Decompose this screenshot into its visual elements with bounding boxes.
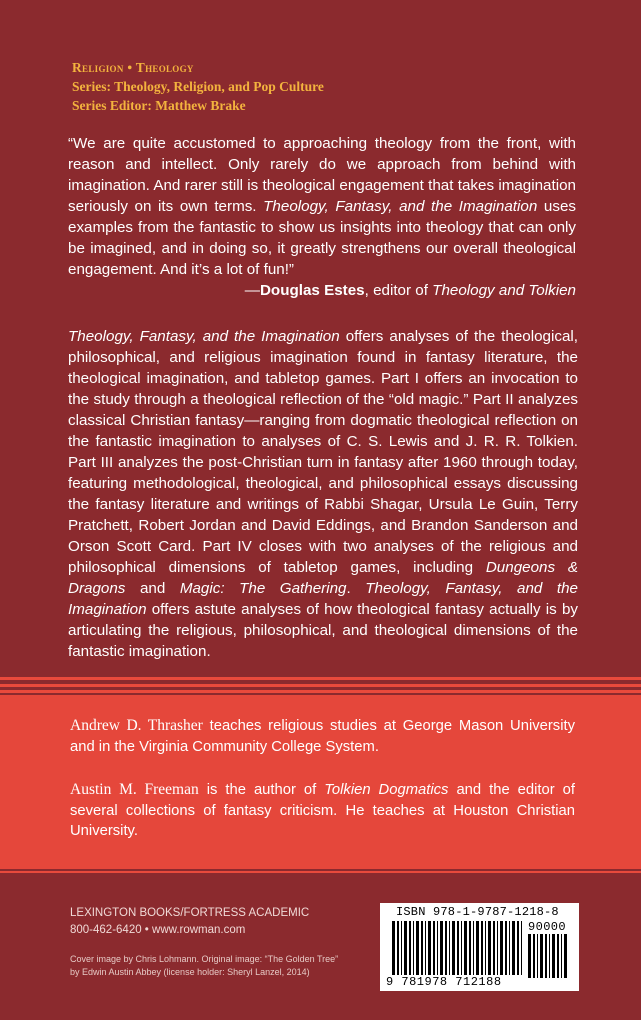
- barcode-bar: [397, 921, 399, 975]
- barcode-bar: [533, 934, 535, 978]
- author-1-name: Andrew D. Thrasher: [70, 717, 203, 734]
- price-addon: [528, 920, 570, 982]
- author-1-text: teaches religious studies at George Mason University and in the Virginia Community College System.: [70, 718, 575, 755]
- barcode-bar: [464, 921, 467, 975]
- publisher-contact: 800-462-6420 • www.rowman.com: [70, 924, 246, 936]
- endorsement-quote: [68, 133, 576, 301]
- addon-bars: [528, 934, 570, 978]
- quote-attribution: [68, 280, 576, 301]
- barcode-bar: [473, 921, 474, 975]
- barcode-bar: [521, 921, 522, 975]
- publisher-name: LEXINGTON BOOKS/FORTRESS ACADEMIC: [70, 907, 310, 919]
- barcode-bar: [540, 934, 543, 978]
- barcode-bar: [413, 921, 414, 975]
- barcode-bar: [404, 921, 407, 975]
- barcode-bar: [545, 934, 547, 978]
- author-bio-2: [70, 780, 575, 842]
- barcode-bar: [557, 934, 559, 978]
- barcode-bar: [481, 921, 483, 975]
- isbn-barcode: [380, 903, 579, 991]
- attribution-name: Douglas Estes: [259, 282, 365, 299]
- author-2-book: Tolkien Dogmatics: [324, 782, 449, 798]
- barcode-bar: [517, 921, 519, 975]
- series-editor-label: Series Editor: Matthew Brake: [72, 98, 246, 113]
- divider-stripe: [0, 871, 641, 873]
- attribution-book: Theology and Tolkien: [432, 282, 576, 299]
- barcode-bar: [461, 921, 462, 975]
- barcode-bar: [428, 921, 431, 975]
- barcode-bar: [509, 921, 510, 975]
- divider-stripe: [0, 684, 641, 687]
- barcode-bar: [564, 934, 567, 978]
- credits-line-1: Cover image by Chris Lohmann. Original image: “The Golden Tree”: [70, 954, 339, 964]
- barcode-bar: [561, 934, 562, 978]
- author-2-text-a: is the author of: [198, 782, 325, 798]
- quote-text-a: “We are quite accustomed to approaching theology from the front, with reason and intellect. Only rarely do we approach from behind with imagination. And rarer still is theological engagement that takes imagination seriously on its own terms.: [68, 135, 576, 215]
- addon-code: 90000: [528, 920, 567, 934]
- barcode-bar: [457, 921, 459, 975]
- barcode-bar: [500, 921, 503, 975]
- barcode-digits: 9 781978 712188: [386, 975, 502, 989]
- series-label: Series: Theology, Religion, and Pop Culture: [72, 79, 324, 94]
- barcode-bar: [549, 934, 550, 978]
- barcode-bar: [401, 921, 402, 975]
- divider-stripe: [0, 677, 641, 680]
- barcode-bar: [437, 921, 438, 975]
- barcode-bar: [505, 921, 507, 975]
- isbn-number: ISBN 978-1-9787-1218-8: [396, 905, 559, 919]
- barcode-bar: [485, 921, 486, 975]
- barcode-bar: [552, 934, 555, 978]
- credits-line-2: by Edwin Austin Abbey (license holder: Sheryl Lanzel, 2014): [70, 967, 310, 977]
- barcode-bar: [425, 921, 426, 975]
- barcode-bar: [488, 921, 491, 975]
- book-description: [68, 326, 578, 662]
- author-2-text-b: and the editor of several collections of fantasy criticism. He teaches at Houston Christian University.: [70, 782, 576, 839]
- barcode-bar: [476, 921, 479, 975]
- barcode-bar: [440, 921, 443, 975]
- barcode-bar: [449, 921, 450, 975]
- barcode-bar: [493, 921, 495, 975]
- desc-game-1: Dungeons & Dragons: [68, 559, 579, 597]
- barcode-bars: [392, 921, 524, 975]
- author-bio-1: [70, 716, 575, 757]
- barcode-bar: [433, 921, 435, 975]
- desc-and: and: [125, 580, 180, 597]
- desc-book-title-2: Theology, Fantasy, and the Imagination: [68, 580, 579, 618]
- quote-book-title: Theology, Fantasy, and the Imagination: [263, 198, 538, 215]
- barcode-bar: [537, 934, 538, 978]
- series-header: [72, 58, 324, 115]
- barcode-bar: [416, 921, 419, 975]
- desc-text-b: offers astute analyses of how theological fantasy actually is by articulating the religious, philosophical, and theological dimensions of the fantastic imagination.: [68, 601, 578, 660]
- attribution-dash: —: [244, 282, 260, 299]
- author-2-name: Austin M. Freeman: [70, 781, 199, 798]
- desc-book-title: Theology, Fantasy, and the Imagination: [68, 328, 340, 345]
- category-label: Religion • Theology: [72, 60, 194, 75]
- barcode-bar: [497, 921, 498, 975]
- publisher-info: [70, 905, 309, 939]
- barcode-bar: [392, 921, 395, 975]
- barcode-bar: [452, 921, 455, 975]
- attribution-role: , editor of: [364, 282, 433, 299]
- cover-credits: [70, 953, 370, 979]
- desc-text-a: offers analyses of the theological, philosophical, and religious imagination found in fantasy literature, the theological imagination, and tabletop games. Part I offers an invocation to the study through a theological reflection of the “old magic.” Part II analyzes classical Christian fantasy—ranging from dogmatic theological reflection on the fantastic imagination to analyses of C. S. Lewis and J. R. R. Tolkien. Part III analyzes the post-Christian turn in fantasy after 1960 through today, featuring methodological, theological, and philosophical essays discussing the fantasy literature and writings of Rabbi Shagar, Ursula Le Guin, Terry Pratchett, Robert Jordan and David Eddings, and Brandon Sanderson and Orson Scott Card. Part IV closes with two analyses of the religious and philosophical dimensions of tabletop games, including: [68, 328, 578, 576]
- desc-game-2: Magic: The Gathering: [179, 580, 347, 597]
- barcode-bar: [409, 921, 411, 975]
- barcode-bar: [421, 921, 423, 975]
- barcode-bar: [445, 921, 447, 975]
- barcode-bar: [469, 921, 471, 975]
- barcode-bar: [528, 934, 531, 978]
- desc-period: .: [346, 580, 366, 597]
- divider-stripe: [0, 690, 641, 693]
- quote-text-b: uses examples from the fantastic to show us insights into theology that can only be imagined, and in doing so, it greatly strengthens our overall theological engagement. And it’s a lot of fun!”: [68, 198, 576, 278]
- barcode-bar: [512, 921, 515, 975]
